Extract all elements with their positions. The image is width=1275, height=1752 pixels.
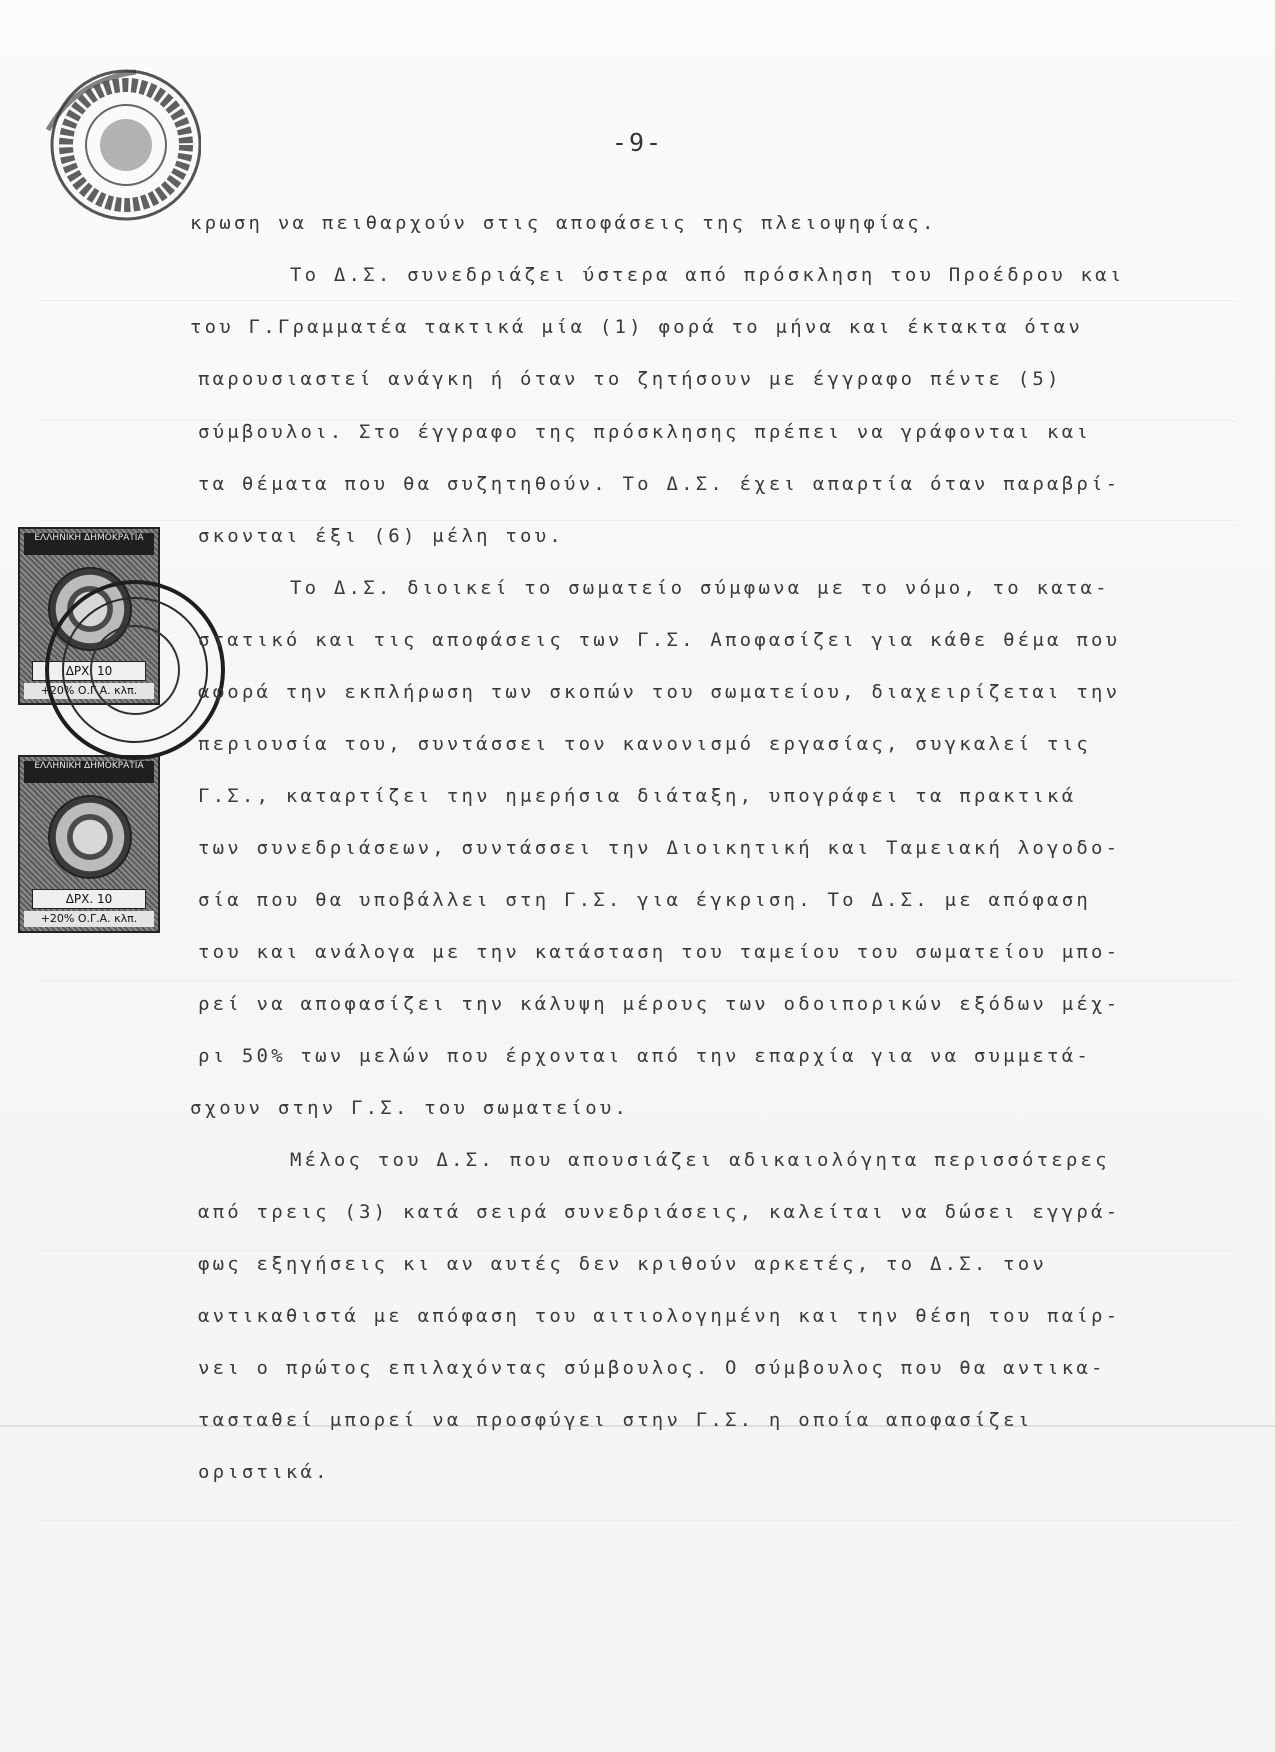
text-line: Το Δ.Σ. συνεδριάζει ύστερα από πρόσκληση του Προέδρου και <box>290 264 1125 286</box>
text-line: του και ανάλογα με την κατάσταση του ταμείου του σωματείου μπο- <box>198 941 1121 963</box>
stamp-value: ΔΡΧ. 10 <box>32 661 146 681</box>
text-line: οριστικά. <box>198 1461 330 1483</box>
text-line: περιουσία του, συντάσσει τον κανονισμό εργασίας, συγκαλεί τις <box>198 733 1091 755</box>
revenue-stamp <box>18 755 160 933</box>
stamp-footer: +20% Ο.Γ.Α. κλπ. <box>24 683 154 699</box>
text-line: ρι 50% των μελών που έρχονται από την επαρχία για να συμμετά- <box>198 1045 1091 1067</box>
stamp-header: ΕΛΛΗΝΙΚΗ ΔΗΜΟΚΡΑΤΙΑ <box>24 761 154 783</box>
text-line: φως εξηγήσεις κι αν αυτές δεν κριθούν αρκετές, το Δ.Σ. τον <box>198 1253 1048 1275</box>
text-line: σκονται έξι (6) μέλη του. <box>198 525 564 547</box>
text-line: Μέλος του Δ.Σ. που απουσιάζει αδικαιολόγητα περισσότερες <box>290 1149 1110 1171</box>
text-line: νει ο πρώτος επιλαχόντας σύμβουλος. Ο σύμβουλος που θα αντικα- <box>198 1357 1106 1379</box>
text-line: κρωση να πειθαρχούν στις αποφάσεις της πλειοψηφίας. <box>190 212 937 234</box>
text-line: παρουσιαστεί ανάγκη ή όταν το ζητήσουν με έγγραφο πέντε (5) <box>198 368 1062 390</box>
text-line: αφορά την εκπλήρωση των σκοπών του σωματείου, διαχειρίζεται την <box>198 681 1121 703</box>
text-line: στατικό και τις αποφάσεις των Γ.Σ. Αποφασίζει για κάθε θέμα που <box>198 629 1121 651</box>
text-line: σχουν στην Γ.Σ. του σωματείου. <box>190 1097 630 1119</box>
text-line: από τρεις (3) κατά σειρά συνεδριάσεις, καλείται να δώσει εγγρά- <box>198 1201 1121 1223</box>
text-line: Το Δ.Σ. διοικεί το σωματείο σύμφωνα με το νόμο, το κατα- <box>290 577 1110 599</box>
stamp-footer: +20% Ο.Γ.Α. κλπ. <box>24 911 154 927</box>
text-line: τασταθεί μπορεί να προσφύγει στην Γ.Σ. η οποία αποφασίζει <box>198 1409 1033 1431</box>
text-line: σία που θα υποβάλλει στη Γ.Σ. για έγκριση. Το Δ.Σ. με απόφαση <box>198 889 1091 911</box>
text-line: του Γ.Γραμματέα τακτικά μία (1) φορά το μήνα και έκτακτα όταν <box>190 316 1083 338</box>
text-line: Γ.Σ., καταρτίζει την ημερήσια διάταξη, υπογράφει τα πρακτικά <box>198 785 1077 807</box>
text-line: των συνεδριάσεων, συντάσσει την Διοικητική και Ταμειακή λογοδο- <box>198 837 1121 859</box>
text-line: αντικαθιστά με απόφαση του αιτιολογημένη και την θέση του παίρ- <box>198 1305 1121 1327</box>
text-line: σύμβουλοι. Στο έγγραφο της πρόσκλησης πρέπει να γράφονται και <box>198 421 1091 443</box>
stamp-medallion-icon <box>48 795 132 879</box>
text-line: ρεί να αποφασίζει την κάλυψη μέρους των οδοιπορικών εξόδων μέχ- <box>198 993 1121 1015</box>
text-line: τα θέματα που θα συζητηθούν. Το Δ.Σ. έχει απαρτία όταν παραβρί- <box>198 473 1121 495</box>
stamp-header: ΕΛΛΗΝΙΚΗ ΔΗΜΟΚΡΑΤΙΑ <box>24 533 154 555</box>
stamp-value: ΔΡΧ. 10 <box>32 889 146 909</box>
page-number: -9- <box>611 128 664 157</box>
